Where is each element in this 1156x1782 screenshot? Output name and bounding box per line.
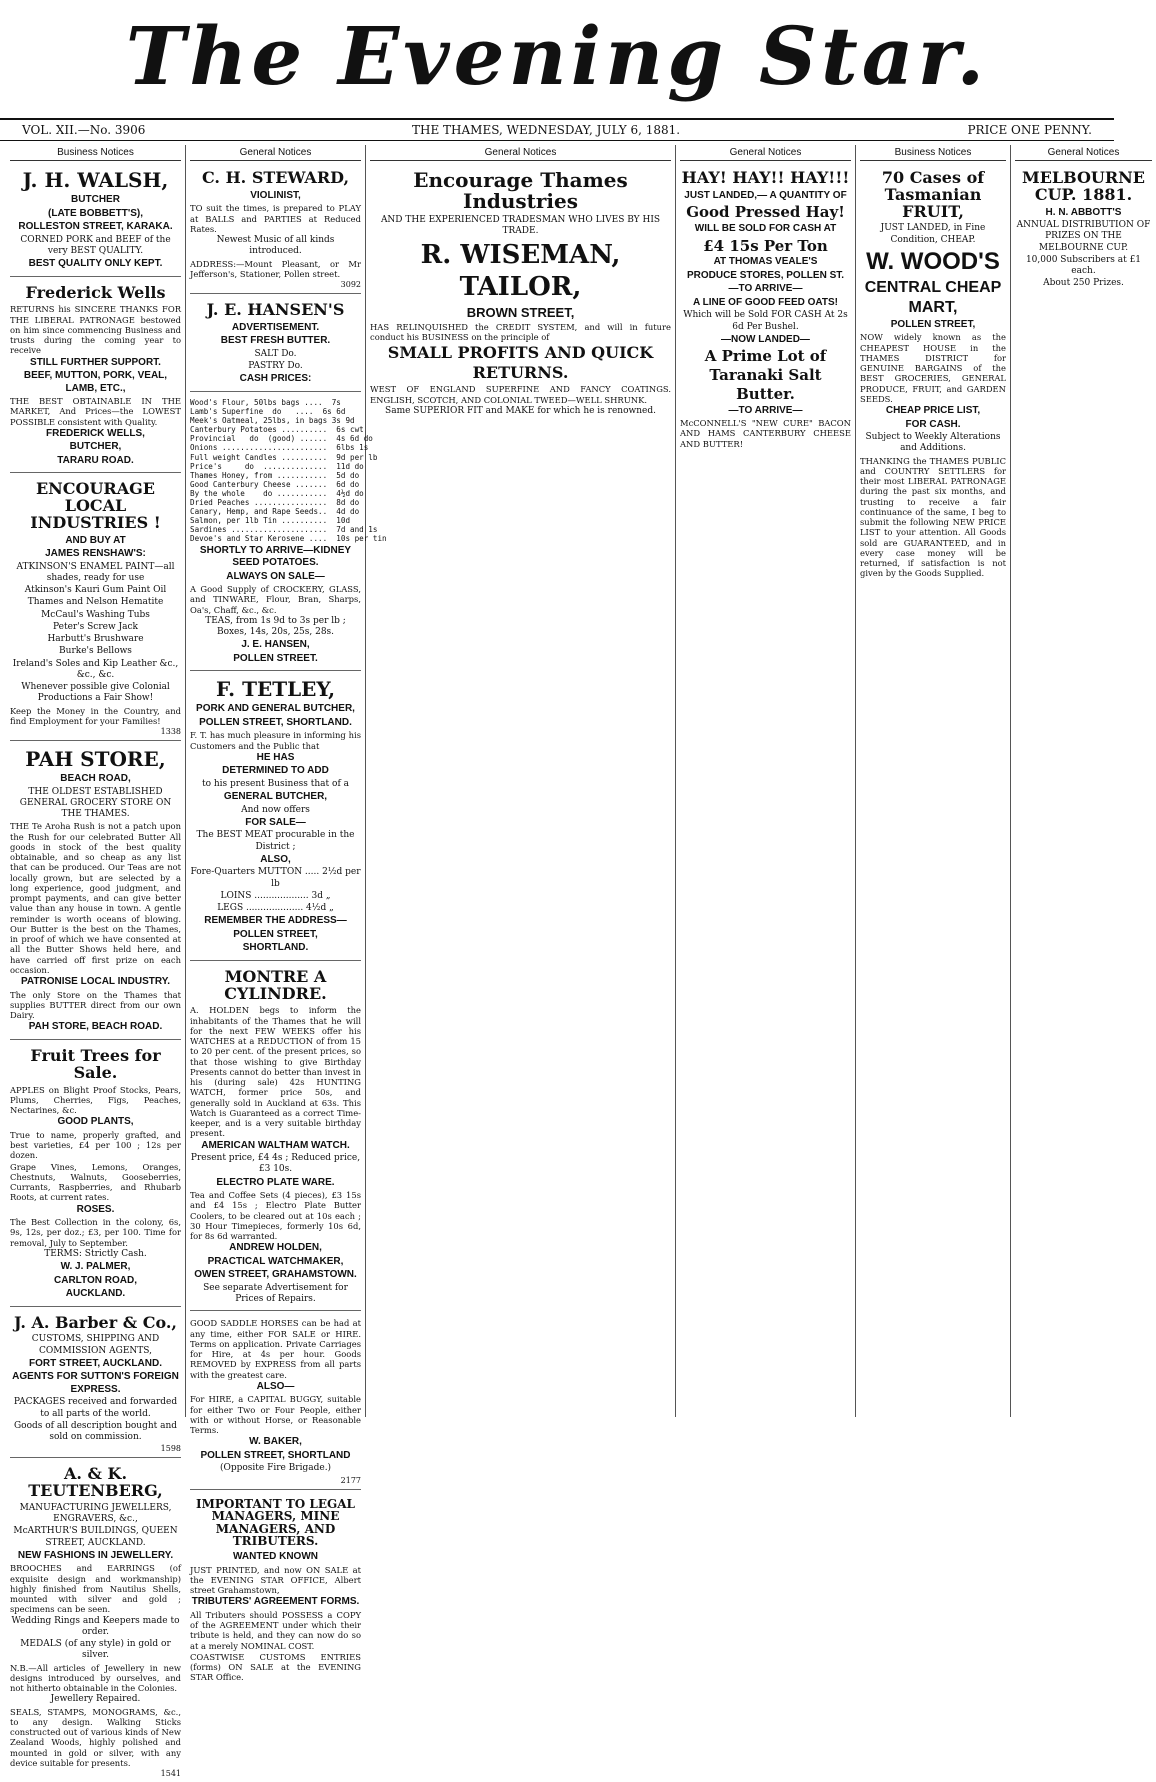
advertisement: [370, 165, 671, 422]
ad-line: STILL FURTHER SUPPORT.: [30, 356, 161, 368]
ad-line: Fore-Quarters MUTTON ..... 2½d per lb: [190, 867, 361, 889]
ad-line: VIOLINIST,: [250, 189, 301, 201]
ad-line: SHORTLAND.: [242, 942, 309, 954]
ad-line: SALT Do.: [254, 348, 297, 359]
ad-line: Goods of all description bought and sold on commission.: [13, 1420, 178, 1443]
ad-line: A. HOLDEN begs to inform the inhabitants of the Thames that he will for the next FEW WEEKS offer his WATCHES at a REDUCTION of from 15 to 20 per cent. of the present prices, so that those wishing to give Birthday Presents cannot do better than invest in his (during sale) 42s HUNTING WATCH, former price 50s, and generally sold in Auckland at 63s. This Watch is Guaranteed as a correct Time-keeper, and is a very suitable birthday present.: [190, 1005, 361, 1139]
price-list-item: Onions ....................... 6lbs 1s: [190, 443, 369, 453]
ad-title: MELBOURNE CUP. 1881.: [1022, 168, 1145, 204]
ad-line: SEALS, STAMPS, MONOGRAMS, &c., to any design. Walking Sticks constructed out of various kinds of New Zealand Woods, highly polished and mounted in gold or silver, with any device suitable for presents.: [10, 1706, 181, 1768]
ad-line: LEGS .................... 4½d „: [217, 903, 334, 914]
ad-title: IMPORTANT TO LEGAL MANAGERS, MINE MANAGERS, AND TRIBUTERS.: [196, 1496, 355, 1549]
ad-line: BEST QUALITY ONLY KEPT.: [28, 258, 163, 269]
advertisement: [680, 165, 851, 454]
ad-line: Present price, £4 4s ; Reduced price, £3 10s.: [190, 1153, 361, 1175]
ad-title: HAY! HAY!! HAY!!!: [681, 168, 850, 187]
ad-reference-number: 2177: [340, 1475, 361, 1485]
ad-line: Good Pressed Hay!: [686, 203, 845, 222]
ad-line: Peter's Screw Jack: [52, 621, 139, 632]
ad-line: AND BUY AT: [65, 534, 126, 546]
ad-line: HE HAS: [256, 751, 295, 763]
price-list-item: Canterbury Potatoes .......... 6s cwt: [190, 425, 364, 435]
advertisement: [190, 395, 387, 672]
ad-line: McCaul's Washing Tubs: [41, 609, 150, 620]
column-header: General Notices: [680, 145, 851, 161]
ad-title: J. E. HANSEN'S: [206, 300, 345, 320]
ad-line: AT THOMAS VEALE'S: [713, 256, 818, 268]
ad-line: GENERAL BUTCHER,: [223, 791, 328, 803]
ad-line: POLLEN STREET, SHORTLAND.: [199, 716, 352, 728]
ad-line: JUST LANDED,— A QUANTITY OF: [684, 189, 847, 201]
masthead-title: The Evening Star.: [125, 9, 989, 103]
ad-title: J. A. Barber & Co.,: [14, 1312, 177, 1332]
ad-line: to his present Business that of a: [201, 778, 350, 789]
ad-line: THE Te Aroha Rush is not a patch upon the Rush for our celebrated Butter All goods in stock of the best quality obtainable, and so cheap as any list that can be produced. Our Teas are not locally grown, but are selected by a long experience, good judgment, and prompt payments, and can give better value than any house in town. A gentle reminder is worth oceans of blowing. Our Butter is the best on the Thames, in proof of which we have consented at all the Butter Shows held here, and have carried off first prize on each occasion.: [10, 821, 181, 975]
ad-line: PRACTICAL WATCHMAKER,: [207, 1255, 344, 1267]
ad-reference-number: 1598: [160, 1444, 181, 1454]
price-list-item: Price's do .............. 11d do: [190, 461, 364, 471]
ad-title: Fruit Trees for Sale.: [30, 1045, 161, 1082]
ad-line: BUTCHER,: [69, 441, 122, 453]
column-header: General Notices: [190, 145, 361, 161]
ad-line: True to name, properly grafted, and best varieties, £4 per 100 ; 12s per dozen.: [10, 1129, 181, 1161]
ad-line: McCONNELL'S "NEW CURE" BACON AND HAMS CANTERBURY CHEESE AND BUTTER!: [680, 418, 851, 449]
ad-line: A LINE OF GOOD FEED OATS!: [693, 296, 838, 308]
ad-line: LOINS ................... 3d „: [220, 890, 331, 901]
ad-line: JUST PRINTED, and now ON SALE at the EVENING STAR OFFICE, Albert street Grahamstown,: [190, 1564, 361, 1596]
ad-line: TEAS, from 1s 9d to 3s per lb ; Boxes, 14s, 20s, 25s, 28s.: [205, 615, 346, 638]
ad-line: AUCKLAND.: [65, 1288, 126, 1300]
ad-line: BROOCHES and EARRINGS (of exquisite design and workmanship) highly finished from Nautilus Shells, mounted with silver and gold ; specimens can be seen.: [10, 1563, 181, 1615]
ad-title: J. H. WALSH,: [22, 168, 169, 192]
price-list-item: Lamb's Superfine do .... 6s 6d: [190, 406, 346, 416]
ad-line: BEST FRESH BUTTER.: [220, 335, 331, 347]
price-list-item: Salmon, per 1lb Tin .......... 10d: [190, 516, 351, 526]
ad-line: AND THE EXPERIENCED TRADESMAN WHO LIVES BY HIS TRADE.: [380, 215, 661, 237]
ad-line: CARLTON ROAD,: [54, 1274, 137, 1286]
ad-line: CASH PRICES:: [239, 373, 312, 385]
ad-line: The Best Collection in the colony, 6s, 9s, 12s, per doz.; £3, per 100. Time for removal, July to September.: [10, 1217, 181, 1248]
ad-line: TARARU ROAD.: [57, 454, 134, 466]
ad-line: PRODUCE STORES, POLLEN ST.: [686, 269, 845, 281]
advertisement: [860, 165, 1006, 584]
ad-line: FORT STREET, AUCKLAND.: [29, 1357, 162, 1369]
ad-line: Subject to Weekly Alterations and Additions.: [865, 432, 1001, 454]
ad-line: AMERICAN WALTHAM WATCH.: [201, 1139, 350, 1151]
advertisement: [10, 1310, 181, 1459]
ad-line: ADVERTISEMENT.: [231, 321, 320, 333]
ad-line: The only Store on the Thames that supplies BUTTER direct from our own Dairy.: [10, 989, 181, 1021]
advertisement: [10, 1043, 181, 1307]
price-list-item: Dried Peaches ................ 8d do: [190, 498, 360, 508]
ad-line: FOR CASH.: [905, 418, 961, 430]
ad-line: ROSES.: [76, 1203, 115, 1215]
price-list-item: Wood's Flour, 50lbs bags .... 7s: [190, 397, 341, 407]
dateline: [0, 118, 1114, 141]
ad-line: BUTCHER: [71, 194, 120, 205]
ad-line: OWEN STREET, GRAHAMSTOWN.: [194, 1269, 357, 1281]
ad-line: WEST OF ENGLAND SUPERFINE AND FANCY COATINGS. ENGLISH, SCOTCH, AND COLONIAL TWEED—WELL SHRUNK.: [370, 384, 671, 405]
ad-line: ALSO—: [256, 1380, 295, 1392]
ad-line: F. T. has much pleasure in informing his Customers and the Public that: [190, 730, 361, 751]
ad-line: A Good Supply of CROCKERY, GLASS, and TINWARE, Flour, Bran, Sharps, Oa's, Chaff, &c., &c.: [190, 584, 361, 615]
masthead: [0, 0, 1114, 120]
ad-line: JAMES RENSHAW'S:: [45, 548, 146, 560]
ad-line: W. J. PALMER,: [60, 1261, 131, 1273]
ad-line: And now offers: [241, 804, 310, 815]
ad-line: PATRONISE LOCAL INDUSTRY.: [20, 976, 171, 988]
price-list-item: Full weight Candles .......... 9d per lb: [190, 452, 378, 462]
ad-line: Grape Vines, Lemons, Oranges, Chestnuts, Walnuts, Gooseberries, Currants, Raspberries, and Rhubarb Roots, at current rates.: [10, 1161, 181, 1203]
advertisement: [1015, 165, 1152, 295]
ad-line: RETURNS his SINCERE THANKS FOR THE LIBERAL PATRONAGE bestowed on him since commencing Business and trusts during the coming year to receive: [10, 304, 181, 356]
ad-line: POLLEN STREET.: [233, 652, 318, 664]
ad-line: WANTED KNOWN: [233, 1551, 318, 1563]
ad-line: ALWAYS ON SALE—: [226, 570, 325, 582]
column-2: [186, 145, 387, 1683]
column-6: [1011, 145, 1156, 1417]
ad-line: BROWN STREET,: [466, 304, 575, 320]
ad-line: CENTRAL CHEAP MART,: [864, 278, 1002, 316]
column-5: [856, 145, 1011, 1417]
ad-line: Burke's Bellows: [59, 646, 132, 657]
ad-line: BEEF, MUTTON, PORK, VEAL, LAMB, ETC.,: [23, 370, 168, 394]
ad-line: PORK AND GENERAL BUTCHER,: [196, 703, 355, 715]
price-list-item: By the whole do ........... 4½d do: [190, 488, 364, 498]
advertisement: [10, 165, 181, 277]
ad-reference-number: 1338: [160, 727, 181, 737]
ad-line: —NOW LANDED—: [721, 333, 810, 345]
column-header: General Notices: [1015, 145, 1152, 161]
ad-line: —TO ARRIVE—: [728, 404, 803, 416]
ad-title: 70 Cases of Tasmanian FRUIT,: [881, 168, 985, 221]
ad-line: SHORTLY TO ARRIVE—KIDNEY SEED POTATOES.: [199, 544, 352, 569]
ad-line: For HIRE, a CAPITAL BUGGY, suitable for either Two or Four People, either with or without Horse, or Reasonable Terms.: [190, 1394, 361, 1436]
ad-line: —TO ARRIVE—: [728, 283, 803, 295]
ad-line: COASTWISE CUSTOMS ENTRIES (forms) ON SALE at the EVENING STAR Office.: [190, 1651, 361, 1683]
price-list: [190, 397, 387, 544]
ad-line: FOR SALE—: [245, 816, 306, 828]
ad-line: Thames and Nelson Hematite: [27, 597, 164, 608]
ad-line: (Opposite Fire Brigade.): [219, 1463, 332, 1474]
ad-line: McARTHUR'S BUILDINGS, QUEEN STREET, AUCKLAND.: [13, 1526, 178, 1548]
ad-title: Encourage Thames Industries: [413, 168, 628, 213]
column-header: Business Notices: [860, 145, 1006, 161]
column-header: Business Notices: [10, 145, 181, 161]
ad-line: ADDRESS:—Mount Pleasant, or Mr Jefferson's, Stationer, Pollen street.: [190, 258, 361, 279]
advertisement: [190, 165, 361, 294]
advertisement: [10, 476, 181, 741]
ad-line: CHEAP PRICE LIST,: [885, 405, 981, 417]
ad-line: The BEST MEAT procurable in the District ;: [196, 830, 355, 852]
ad-line: Keep the Money in the Country, and find Employment for your Families!: [10, 705, 181, 726]
ad-line: A Prime Lot of Taranaki Salt Butter.: [704, 347, 827, 403]
ad-title: MONTRE A CYLINDRE.: [224, 966, 327, 1003]
ad-line: £4 15s Per Ton: [703, 236, 828, 255]
ad-line: Whenever possible give Colonial Productions a Fair Show!: [21, 682, 170, 704]
ad-line: ANDREW HOLDEN,: [229, 1242, 322, 1254]
price-list-item: Devoe's and Star Kerosene .... 10s per tin: [190, 534, 387, 544]
ad-line: SMALL PROFITS AND QUICK RETURNS.: [387, 343, 654, 383]
advertisement: [190, 297, 361, 392]
ad-line: THE BEST OBTAINABLE IN THE MARKET, And Prices—the LOWEST POSSIBLE consistent with Quality.: [10, 396, 181, 427]
ad-line: GOOD PLANTS,: [57, 1116, 134, 1128]
ad-line: NEW FASHIONS IN JEWELLERY.: [17, 1549, 174, 1561]
ad-line: REMEMBER THE ADDRESS—: [204, 915, 347, 927]
advertisement: [190, 674, 361, 961]
price-list-item: Sardines ..................... 7d and 1s: [190, 525, 378, 535]
ad-line: POLLEN STREET,: [233, 928, 318, 940]
ad-line: ANNUAL DISTRIBUTION OF PRIZES ON THE MELBOURNE CUP.: [1016, 220, 1151, 253]
ad-line: THE OLDEST ESTABLISHED GENERAL GROCERY STORE ON THE THAMES.: [19, 786, 172, 820]
ad-line: THANKING the THAMES PUBLIC and COUNTRY SETTLERS for their most LIBERAL PATRONAGE during the past six months, and trusting to receive a fair continuance of the same, I beg to submit the following NEW PRICE LIST to your attention. All Goods sold are GUARANTEED, and in every case money will be returned, if satisfaction is not given by the Goods Supplied.: [860, 455, 1006, 579]
price: PRICE ONE PENNY.: [967, 123, 1092, 137]
price-list-item: Canary, Hemp, and Rape Seeds.. 4d do: [190, 507, 360, 517]
ad-line: Ireland's Soles and Kip Leather &c., &c., &c.: [12, 658, 179, 680]
ad-line: 10,000 Subscribers at £1 each.: [1025, 254, 1142, 277]
advertisement: [190, 1314, 361, 1489]
ad-line: See separate Advertisement for Prices of Repairs.: [203, 1282, 348, 1305]
ad-reference-number: 3092: [340, 280, 361, 290]
ad-line: Jewellery Repaired.: [50, 1694, 141, 1705]
advertisement: [190, 1493, 361, 1688]
place-and-date: THE THAMES, WEDNESDAY, JULY 6, 1881.: [412, 123, 681, 137]
ad-line: R. WISEMAN, TAILOR,: [420, 239, 621, 302]
ad-line: W. WOOD'S: [866, 247, 1000, 275]
ad-line: FREDERICK WELLS,: [46, 427, 145, 439]
ad-reference-number: 1541: [160, 1769, 181, 1779]
ad-line: WILL BE SOLD FOR CASH AT: [694, 223, 837, 235]
price-list-item: Thames Honey, from ........... 5d do: [190, 470, 360, 480]
ad-line: Newest Music of all kinds introduced.: [216, 235, 335, 257]
ad-line: APPLES on Blight Proof Stocks, Pears, Plums, Cherries, Figs, Peaches, Nectarines, &c.: [10, 1084, 181, 1116]
ad-line: MANUFACTURING JEWELLERS, ENGRAVERS, &c.,: [19, 1502, 172, 1525]
column-4: [676, 145, 856, 1417]
ad-line: TRIBUTERS' AGREEMENT FORMS.: [191, 1596, 360, 1608]
ad-line: (LATE BOBBETT'S),: [48, 207, 143, 219]
ad-line: POLLEN STREET, SHORTLAND: [200, 1449, 351, 1461]
ad-line: Tea and Coffee Sets (4 pieces), £3 15s and £4 15s ; Electro Plate Butter Coolers, to be cleared out at 10s each ; 30 Hour Timepieces, formerly 10s 6d, for 8s 6d warranted.: [190, 1190, 361, 1242]
ad-line: ATKINSON'S ENAMEL PAINT—all shades, ready for use: [16, 561, 175, 583]
ad-title: PAH STORE,: [25, 747, 166, 772]
ad-line: H. N. ABBOTT'S: [1045, 206, 1122, 218]
advertisement: [10, 744, 181, 1040]
ad-line: AGENTS FOR SUTTON'S FOREIGN EXPRESS.: [12, 1371, 179, 1395]
ad-line: PACKAGES received and forwarded to all parts of the world.: [13, 1397, 178, 1419]
ad-line: DETERMINED TO ADD: [222, 765, 329, 777]
ad-line: POLLEN STREET,: [890, 318, 976, 330]
ad-line: TERMS: Strictly Cash.: [44, 1248, 147, 1259]
ad-line: GOOD SADDLE HORSES can be had at any time, either FOR SALE or HIRE. Terms on application. Private Carriages for Hire, at 4s per hour. Goods REMOVED by EXPRESS from all parts with the greatest care.: [190, 1318, 361, 1380]
ad-line: Same SUPERIOR FIT and MAKE for which he is renowned.: [385, 405, 656, 416]
ad-line: CORNED PORK and BEEF of the very BEST QUALITY.: [20, 234, 171, 256]
ad-line: ROLLESTON STREET, KARAKA.: [18, 221, 173, 232]
ad-line: W. BAKER,: [249, 1436, 302, 1448]
price-list-item: Meek's Oatmeal, 25lbs, in bags 3s 9d: [190, 416, 355, 426]
ad-title: C. H. STEWARD,: [201, 168, 350, 187]
column-3: [366, 145, 676, 1417]
price-list-item: Provincial do (good) ...... 4s 6d do: [190, 434, 373, 444]
ad-line: Atkinson's Kauri Gum Paint Oil: [24, 585, 167, 596]
volume-number: VOL. XII.—No. 3906: [22, 123, 146, 137]
ad-line: Harbutt's Brushware: [47, 634, 144, 645]
advertisement: [10, 280, 181, 474]
ad-line: ELECTRO PLATE WARE.: [216, 1176, 335, 1188]
ad-line: NOW widely known as the CHEAPEST HOUSE in the THAMES DISTRICT for GENUINE BARGAINS of the BEST GROCERIES, GENERAL PRODUCE, FRUIT, and GARDEN SEEDS.: [860, 332, 1006, 404]
ad-line: MEDALS (of any style) in gold or silver.: [20, 1639, 171, 1661]
ad-line: All Tributers should POSSESS a COPY of the AGREEMENT under which their tribute is held, and they can now do so at a merely NOMINAL COST.: [190, 1609, 361, 1651]
ad-title: A. & K. TEUTENBERG,: [28, 1464, 163, 1501]
ad-line: Wedding Rings and Keepers made to order.: [11, 1615, 180, 1637]
ad-line: BEACH ROAD,: [60, 773, 131, 785]
ad-line: PASTRY Do.: [248, 361, 303, 372]
ad-title: F. TETLEY,: [215, 677, 336, 702]
ad-line: TO suit the times, is prepared to PLAY at BALLS and PARTIES at Reduced Rates.: [190, 203, 361, 234]
advertisement: [190, 964, 361, 1312]
ad-line: HAS RELINQUISHED the CREDIT SYSTEM, and will in future conduct his BUSINESS on the principle of: [370, 321, 671, 342]
advertisement: [10, 1461, 181, 1782]
ad-title: ENCOURAGE LOCAL INDUSTRIES !: [30, 479, 161, 532]
price-list-item: Good Canterbury Cheese ....... 6d do: [190, 479, 360, 489]
columns: [6, 145, 1151, 1779]
column-header: General Notices: [370, 145, 671, 161]
ad-title: Frederick Wells: [25, 282, 166, 302]
ad-line: Which will be Sold FOR CASH At 2s 6d Per Bushel.: [683, 310, 848, 332]
column-1: [6, 145, 186, 1779]
ad-line: CUSTOMS, SHIPPING AND COMMISSION AGENTS,: [31, 1334, 160, 1356]
ad-line: N.B.—All articles of Jewellery in new designs introduced by ourselves, and not hitherto obtainable in the Colonies.: [10, 1662, 181, 1694]
ad-line: About 250 Prizes.: [1043, 278, 1124, 289]
ad-line: JUST LANDED, in Fine Condition, CHEAP.: [880, 223, 986, 245]
ad-line: ALSO,: [260, 853, 291, 865]
ad-line: J. E. HANSEN,: [241, 639, 310, 651]
ad-line: PAH STORE, BEACH ROAD.: [28, 1021, 163, 1033]
